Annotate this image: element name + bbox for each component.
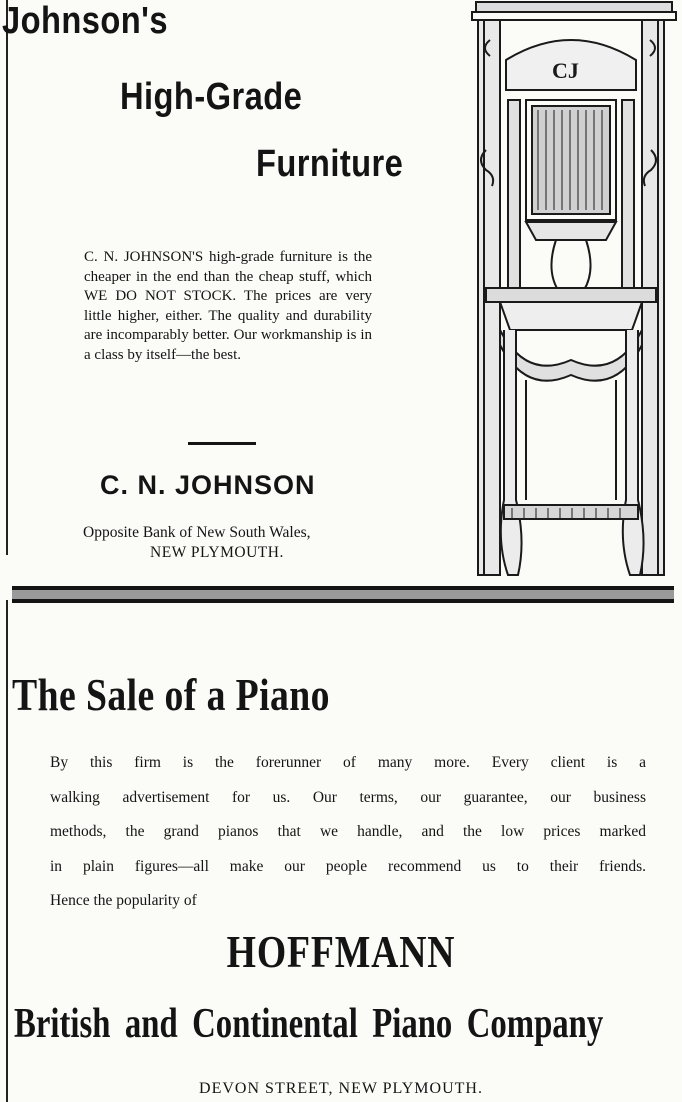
piano-body-line-2: walking advertisement for us. Our terms, our guarantee, our business — [50, 788, 646, 806]
address-line-2: NEW PLYMOUTH. — [150, 544, 284, 561]
heading-high-grade: High-Grade — [120, 76, 303, 118]
short-rule — [188, 442, 256, 445]
piano-body-line-4: in plain figures—all make our people recommend us to their friends. — [50, 857, 646, 875]
heading-johnsons: Johnson's — [2, 0, 168, 42]
furniture-ad-body — [84, 248, 372, 365]
piano-ad-title: The Sale of a Piano — [12, 669, 330, 720]
piano-body-line-1: By this firm is the forerunner of many more. Every client is a — [50, 754, 646, 771]
section-divider — [12, 586, 674, 603]
company-address: DEVON STREET, NEW PLYMOUTH. — [199, 1080, 483, 1097]
address-line-1: Opposite Bank of New South Wales, — [83, 524, 311, 541]
hallstand-illustration — [446, 0, 682, 580]
brand-hoffmann: HOFFMANN — [226, 926, 456, 977]
svg-text:CJ: CJ — [552, 58, 579, 83]
piano-ad-body — [50, 746, 646, 919]
left-border-line-lower — [6, 600, 8, 1102]
company-name: British and Continental Piano Company — [14, 1001, 604, 1047]
heading-furniture: Furniture — [256, 143, 404, 185]
piano-body-line-5: Hence the popularity of — [50, 892, 197, 909]
left-border-line — [6, 0, 8, 555]
furniture-ad-paragraph: C. N. JOHNSON'S high-grade furniture is the cheaper in the end than the cheap stuff, which WE DO NOT STOCK. The prices are very little higher, either. The quality and durability are incomparably better. Our workmanship is in a class by itself—the best. — [84, 249, 372, 363]
advertiser-name: C. N. JOHNSON — [100, 470, 316, 500]
piano-body-line-3: methods, the grand pianos that we handle, and the low prices marked — [50, 823, 646, 840]
